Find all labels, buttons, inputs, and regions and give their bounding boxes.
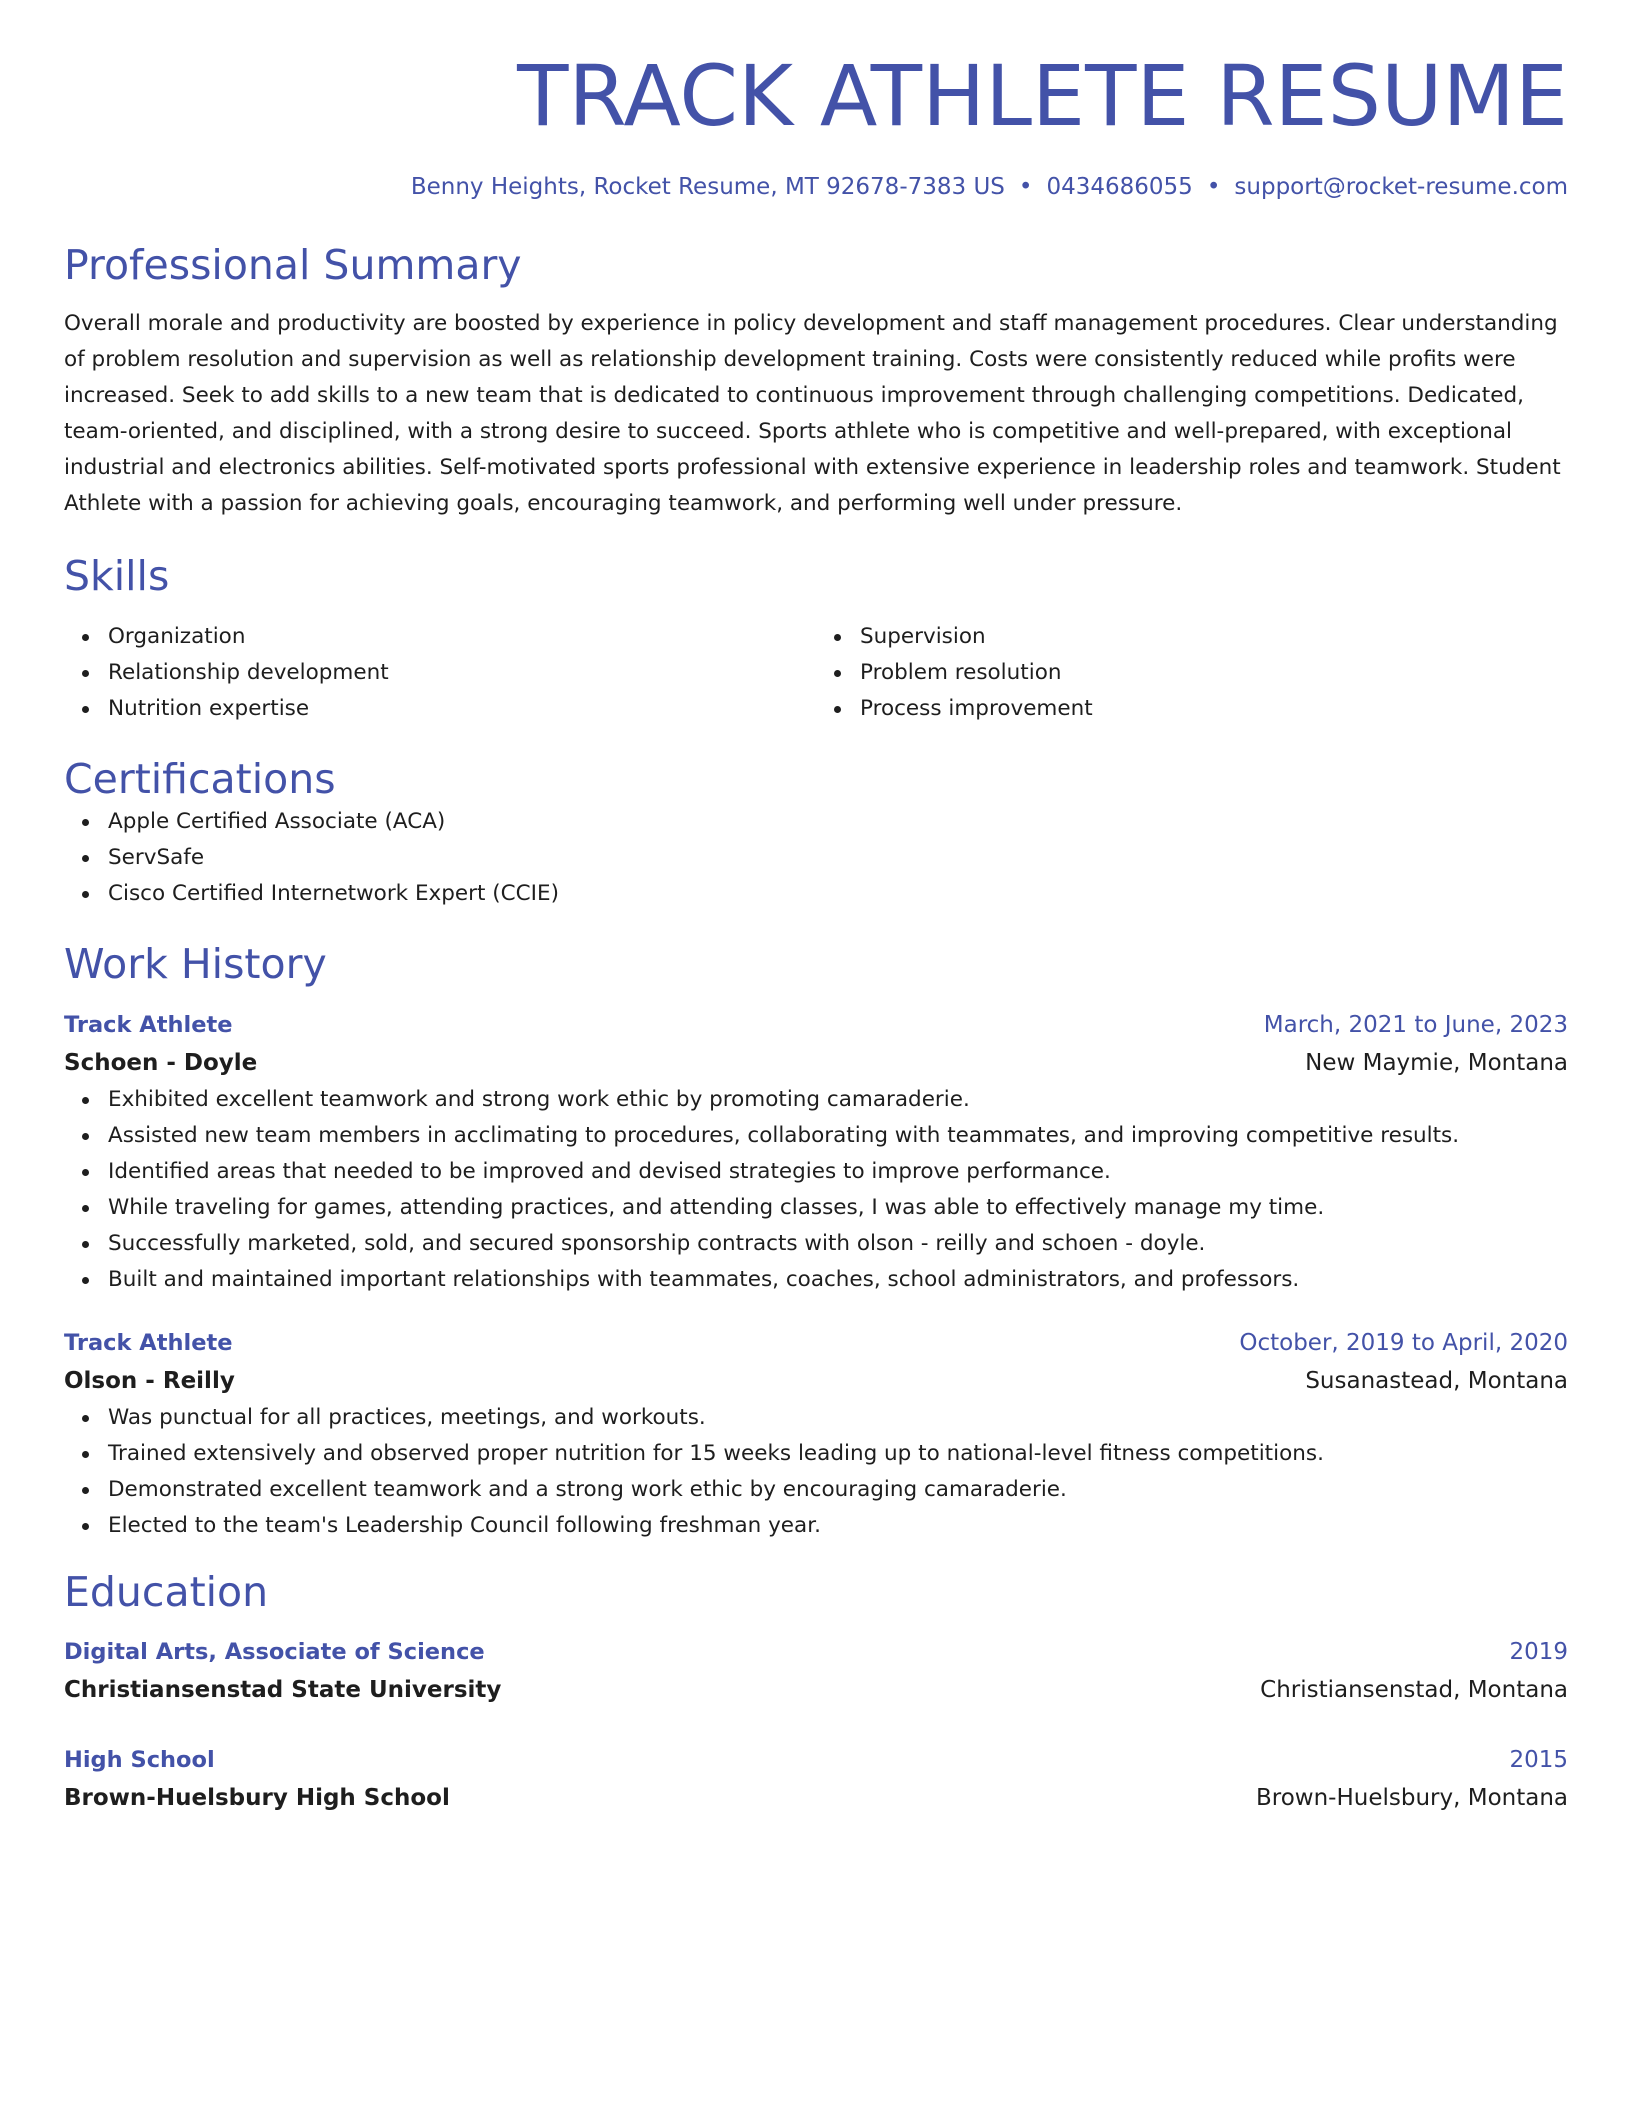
certification-item: Apple Certified Associate (ACA) <box>108 804 1568 840</box>
work-entry-header <box>64 1324 1568 1362</box>
work-entries <box>64 1006 1568 1544</box>
skill-item: Nutrition expertise <box>108 691 816 727</box>
job-dates: October, 2019 to April, 2020 <box>1239 1329 1568 1356</box>
education-entries <box>64 1633 1568 1817</box>
job-bullet: Successfully marketed, sold, and secured sponsorship contracts with olson - reilly and schoen - doyle. <box>108 1226 1568 1262</box>
contact-email: support@rocket-resume.com <box>1234 173 1568 200</box>
skills-column-left <box>64 619 816 727</box>
job-bullet: Assisted new team members in acclimating to procedures, collaborating with teammates, and improving competitive results. <box>108 1118 1568 1154</box>
certifications-section <box>64 755 1568 912</box>
work-history-section <box>64 940 1568 1543</box>
education-section <box>64 1568 1568 1817</box>
education-entry-subheader <box>64 1671 1568 1709</box>
certifications-heading: Certifications <box>64 755 336 804</box>
contact-phone: 0434686055 <box>1046 173 1193 200</box>
education-heading: Education <box>64 1567 269 1616</box>
job-bullet: Trained extensively and observed proper nutrition for 15 weeks leading up to national-level fitness competitions. <box>108 1436 1568 1472</box>
summary-section <box>64 241 1568 522</box>
certifications-list <box>64 804 1568 912</box>
contact-separator: • <box>1206 173 1221 200</box>
job-bullets <box>64 1082 1568 1298</box>
graduation-year: 2019 <box>1509 1638 1568 1665</box>
job-location: New Maymie, Montana <box>1305 1049 1568 1076</box>
job-bullet: Demonstrated excellent teamwork and a strong work ethic by encouraging camaraderie. <box>108 1472 1568 1508</box>
job-bullet: Was punctual for all practices, meetings, and workouts. <box>108 1400 1568 1436</box>
job-bullet: Elected to the team's Leadership Council following freshman year. <box>108 1508 1568 1544</box>
skills-column-right <box>816 619 1568 727</box>
school-name: Brown-Huelsbury High School <box>64 1784 450 1811</box>
school-location: Christiansenstad, Montana <box>1260 1676 1568 1703</box>
skill-item: Process improvement <box>860 691 1568 727</box>
work-entry <box>64 1006 1568 1298</box>
job-bullet: Exhibited excellent teamwork and strong work ethic by promoting camaraderie. <box>108 1082 1568 1118</box>
education-entry-subheader <box>64 1779 1568 1817</box>
skills-grid <box>64 619 1568 727</box>
education-entry-header <box>64 1633 1568 1671</box>
work-entry <box>64 1324 1568 1544</box>
company-name: Olson - Reilly <box>64 1367 235 1394</box>
certification-item: ServSafe <box>108 840 1568 876</box>
work-entry-subheader <box>64 1044 1568 1082</box>
job-location: Susanastead, Montana <box>1305 1367 1568 1394</box>
job-bullet: While traveling for games, attending practices, and attending classes, I was able to effectively manage my time. <box>108 1190 1568 1226</box>
skill-item: Relationship development <box>108 655 816 691</box>
summary-heading: Professional Summary <box>64 240 522 289</box>
contact-address: Benny Heights, Rocket Resume, MT 92678-7383 US <box>410 173 1005 200</box>
skill-item: Problem resolution <box>860 655 1568 691</box>
education-entry <box>64 1633 1568 1709</box>
skill-item: Organization <box>108 619 816 655</box>
school-location: Brown-Huelsbury, Montana <box>1255 1784 1568 1811</box>
degree-name: High School <box>64 1746 215 1773</box>
work-history-heading: Work History <box>64 940 327 989</box>
work-entry-subheader <box>64 1362 1568 1400</box>
graduation-year: 2015 <box>1509 1746 1568 1773</box>
job-bullets <box>64 1400 1568 1544</box>
company-name: Schoen - Doyle <box>64 1049 258 1076</box>
skills-list-left <box>64 619 816 727</box>
skills-list-right <box>816 619 1568 727</box>
education-entry-header <box>64 1741 1568 1779</box>
skills-section <box>64 552 1568 727</box>
job-title: Track Athlete <box>64 1329 233 1356</box>
school-name: Christiansenstad State University <box>64 1676 502 1703</box>
job-title: Track Athlete <box>64 1011 233 1038</box>
contact-line <box>64 171 1568 203</box>
work-entry-header <box>64 1006 1568 1044</box>
job-dates: March, 2021 to June, 2023 <box>1263 1011 1568 1038</box>
education-entry <box>64 1741 1568 1817</box>
certification-item: Cisco Certified Internetwork Expert (CCIE) <box>108 876 1568 912</box>
contact-separator: • <box>1018 173 1033 200</box>
skill-item: Supervision <box>860 619 1568 655</box>
job-bullet: Identified areas that needed to be improved and devised strategies to improve performance. <box>108 1154 1568 1190</box>
resume-title: TRACK ATHLETE RESUME <box>517 47 1568 145</box>
skills-heading: Skills <box>64 551 170 600</box>
job-bullet: Built and maintained important relationships with teammates, coaches, school administrators, and professors. <box>108 1262 1568 1298</box>
degree-name: Digital Arts, Associate of Science <box>64 1638 485 1665</box>
summary-text: Overall morale and productivity are boosted by experience in policy development and staff management procedures. Clear understanding of problem resolution and supervision as well as relationship development training. Costs were consistently reduced while profits were increased. Seek to add skills to a new team that is dedicated to continuous improvement through challenging competitions. Dedicated, team-oriented, and disciplined, with a strong desire to succeed. Sports athlete who is competitive and well-prepared, with exceptional industrial and electronics abilities. Self-motivated sports professional with extensive experience in leadership roles and teamwork. Student Athlete with a passion for achieving goals, encouraging teamwork, and performing well under pressure. <box>64 310 1561 516</box>
